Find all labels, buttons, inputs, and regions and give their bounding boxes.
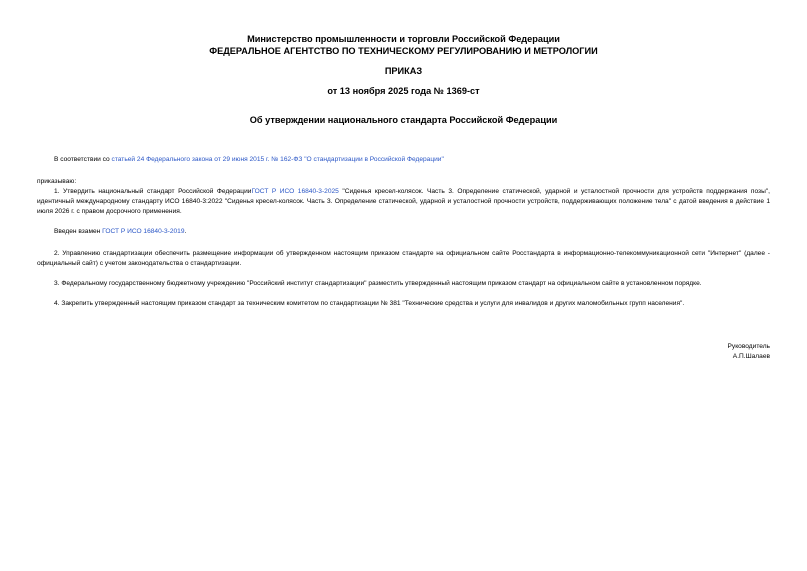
item-4-paragraph: 4. Закрепить утвержденный настоящим приказом стандарт за техническим комитетом по стандартизации № 381 "Технические средства и услуги для инвалидов и других маломобильных групп населения". <box>54 300 685 307</box>
intro-paragraph <box>37 155 770 165</box>
document-type: ПРИКАЗ <box>384 66 423 76</box>
prikazyvayu-line: приказываю: <box>37 178 77 185</box>
replacement-end: . <box>184 228 187 235</box>
agency-title: ФЕДЕРАЛЬНОЕ АГЕНТСТВО ПО ТЕХНИЧЕСКОМУ РЕГУЛИРОВАНИЮ И МЕТРОЛОГИИ <box>209 46 598 56</box>
ministry-title: Министерство промышленности и торговли Российской Федерации <box>247 34 560 44</box>
document-subject: Об утверждении национального стандарта Российской Федерации <box>249 115 558 125</box>
intro-text: В соответствии со <box>54 156 112 163</box>
item-1-text-start: 1. Утвердить национальный стандарт Российской Федерации <box>54 188 252 195</box>
item-2-paragraph: 2. Управлению стандартизации обеспечить размещение информации об утвержденном настоящим приказом стандарте на официальном сайте Росстандарта в информационно-телекоммуникационной сети "Интернет" (далее - официальный сайт) с учетом законодательства о стандартизации. <box>37 250 770 267</box>
signature-name: А.П.Шалаев <box>732 353 770 360</box>
item-3-paragraph: 3. Федеральному государственному бюджетному учреждению "Российский институт стандартизации" разместить утвержденный настоящим приказом стандарт на официальном сайте в установленном порядке. <box>54 280 702 287</box>
replacement-paragraph <box>37 227 770 237</box>
item-1-text-end: "Сиденья кресел-колясок. Часть 3. Определение статической, ударной и усталостной прочности для устройств поддержания позы", идентичный международному стандарту ИСО 16840-3:2022 "Сиденья кресел-колясок. Часть 3. Определение статической, ударной и усталостной прочности устройств, поддерживающих положение тела" с датой введения в действие 1 июля 2026 г. с правом досрочного применения. <box>37 188 770 215</box>
federal-law-link[interactable]: статьей 24 Федерального закона от 29 июня 2015 г. № 162-ФЗ "О стандартизации в Российской Федерации" <box>111 156 444 163</box>
gost-2025-link[interactable]: ГОСТ Р ИСО 16840-3-2025 <box>251 188 339 195</box>
date-line: от 13 ноября 2025 года № 1369-ст <box>327 86 480 96</box>
gost-2019-link[interactable]: ГОСТ Р ИСО 16840-3-2019 <box>102 228 185 235</box>
replacement-text: Введен взамен <box>54 228 103 235</box>
signature-role: Руководитель <box>727 343 770 350</box>
item-1-paragraph <box>37 187 770 217</box>
